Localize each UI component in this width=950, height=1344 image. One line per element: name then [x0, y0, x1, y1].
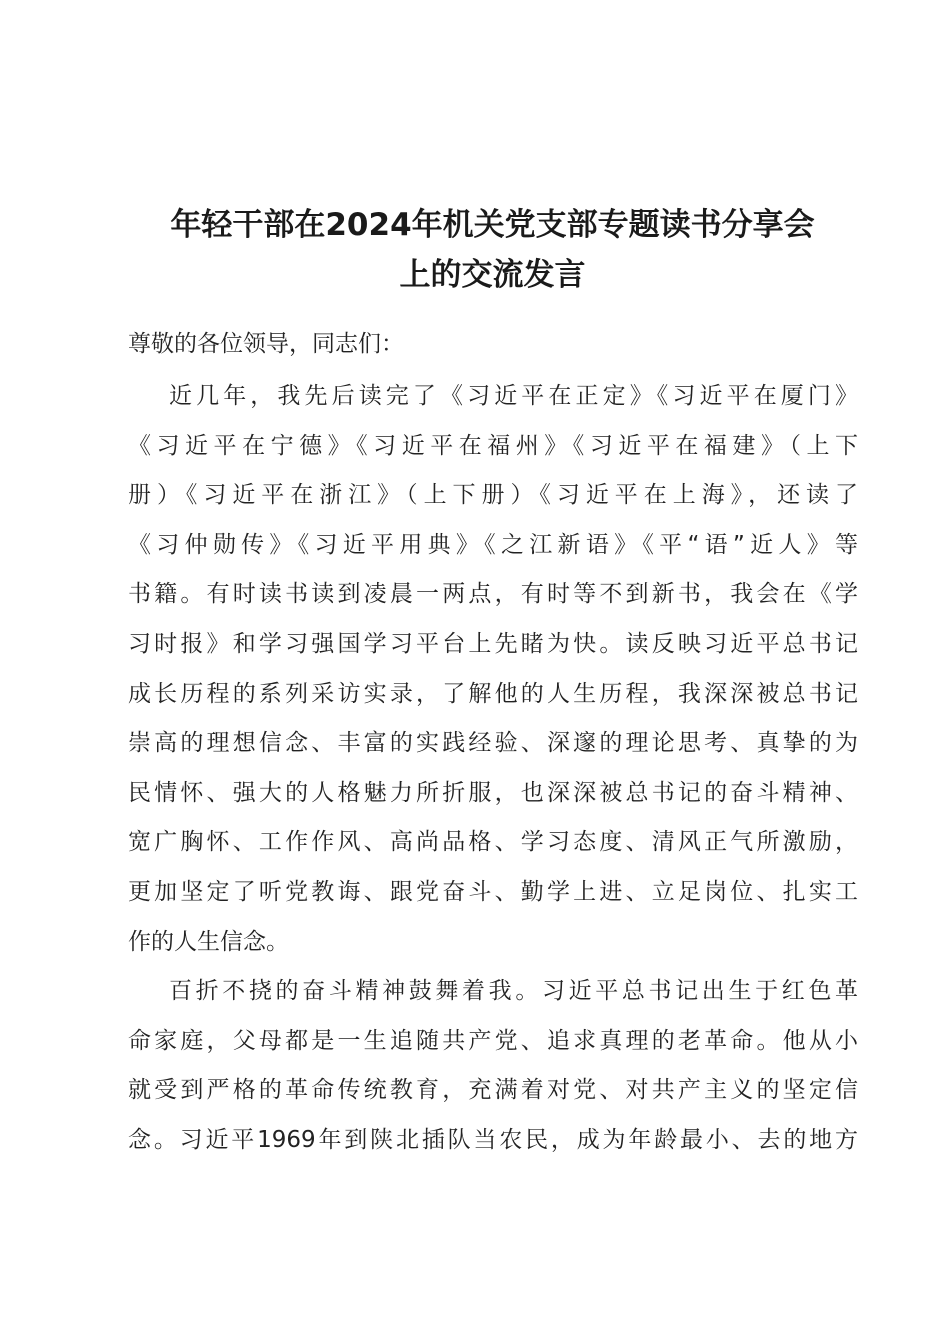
paragraph-line: 崇高的理想信念、丰富的实践经验、深邃的理论思考、真挚的为 [128, 730, 858, 757]
paragraph-1 [128, 372, 858, 967]
paragraph-line: 作的人生信念。 [128, 928, 289, 955]
paragraph-2 [128, 967, 858, 1165]
paragraph-line: 更加坚定了听党教诲、跟党奋斗、勤学上进、立足岗位、扎实工 [128, 878, 858, 905]
body-text [128, 372, 858, 1166]
paragraph-line: 成长历程的系列采访实录，了解他的人生历程，我深深被总书记 [128, 680, 858, 707]
paragraph-line: 就受到严格的革命传统教育，充满着对党、对共产主义的坚定信 [128, 1077, 858, 1104]
paragraph-line: 念。习近平1969年到陕北插队当农民，成为年龄最小、去的地方 [128, 1126, 858, 1153]
paragraph-line: 近几年，我先后读完了《习近平在正定》《习近平在厦门》 [169, 383, 858, 409]
paragraph-line: 命家庭，父母都是一生追随共产党、追求真理的老革命。他从小 [128, 1027, 858, 1054]
paragraph-line: 《习仲勋传》《习近平用典》《之江新语》《平“语”近人》等 [128, 531, 858, 558]
title-line-2: 上的交流发言 [399, 257, 586, 293]
title-line-1: 年轻干部在2024年机关党支部专题读书分享会 [170, 207, 815, 243]
paragraph-line: 书籍。有时读书读到凌晨一两点，有时等不到新书，我会在《学 [128, 581, 858, 608]
paragraph-line: 百折不挠的奋斗精神鼓舞着我。习近平总书记出生于红色革 [169, 978, 858, 1005]
salutation: 尊敬的各位领导，同志们： [128, 331, 404, 357]
document-title [120, 200, 865, 300]
paragraph-line: 《习近平在宁德》《习近平在福州》《习近平在福建》（上下 [128, 432, 858, 459]
paragraph-line: 册）《习近平在浙江》（上下册）《习近平在上海》，还读了 [128, 482, 858, 509]
paragraph-line: 宽广胸怀、工作作风、高尚品格、学习态度、清风正气所激励， [128, 829, 858, 856]
paragraph-line: 民情怀、强大的人格魅力所折服，也深深被总书记的奋斗精神、 [128, 779, 858, 806]
paragraph-line: 习时报》和学习强国学习平台上先睹为快。读反映习近平总书记 [128, 630, 858, 657]
